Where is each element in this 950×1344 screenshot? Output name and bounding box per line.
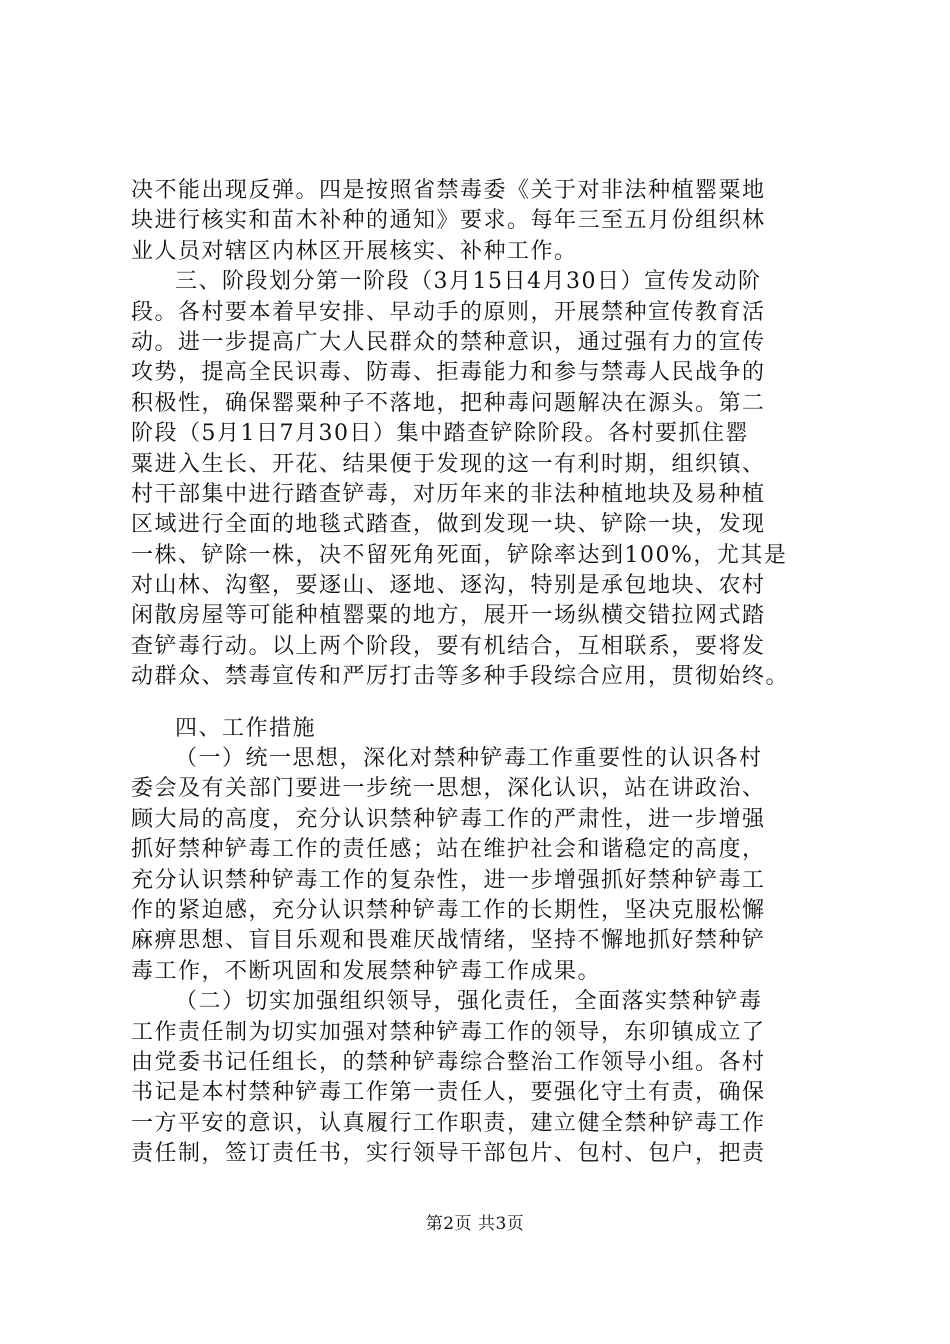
text-line: 一株、铲除一株，决不留死角死面，铲除率达到100%，尤其是: [131, 542, 788, 568]
paragraph-measure1: [131, 744, 851, 987]
text-line: 工作责任制为切实加强对禁种铲毒工作的领导，东卯镇成立了: [131, 1019, 766, 1045]
text-line: 动。进一步提高广大人民群众的禁种意识，通过强有力的宣传: [131, 329, 766, 355]
text-line: 一方平安的意识，认真履行工作职责，建立健全禁种铲毒工作: [131, 1110, 766, 1136]
document-body: [131, 176, 851, 1170]
text-line: 闲散房屋等可能种植罂粟的地方，展开一场纵横交错拉网式踏: [131, 603, 766, 629]
paragraph-section3: [131, 267, 851, 692]
text-line: 由党委书记任组长，的禁种铲毒综合整治工作领导小组。各村: [131, 1049, 766, 1075]
text-line: 顾大局的高度，充分认识禁种铲毒工作的严肃性，进一步增强: [131, 806, 766, 832]
text-line: （二）切实加强组织领导，强化责任，全面落实禁种铲毒: [175, 989, 763, 1015]
text-line: 责任制，签订责任书，实行领导干部包片、包村、包户，把责: [131, 1141, 766, 1167]
text-line: 攻势，提高全民识毒、防毒、拒毒能力和参与禁毒人民战争的: [131, 360, 766, 386]
text-line: 三、阶段划分第一阶段（3月15日4月30日）宣传发动阶: [175, 269, 762, 295]
text-line: 抓好禁种铲毒工作的责任感；站在维护社会和谐稳定的高度，: [131, 837, 766, 863]
page-number-footer: 第2页 共3页: [425, 1214, 525, 1234]
text-line: （一）统一思想，深化对禁种铲毒工作重要性的认识各村: [175, 746, 763, 772]
paragraph-gap: [131, 693, 851, 714]
paragraph-measure2: [131, 987, 851, 1169]
text-line: 对山林、沟壑，要逐山、逐地、逐沟，特别是承包地块、农村: [131, 573, 766, 599]
text-line: 作的紧迫感，充分认识禁种铲毒工作的长期性，坚决克服松懈: [131, 897, 766, 923]
text-line: 阶段（5月1日7月30日）集中踏查铲除阶段。各村要抓住罂: [131, 421, 749, 447]
paragraph-section1: [131, 176, 851, 267]
text-line: 区域进行全面的地毯式踏查，做到发现一块、铲除一块，发现: [131, 512, 766, 538]
text-line: 业人员对辖区内林区开展核实、补种工作。: [131, 238, 578, 264]
text-line: 书记是本村禁种铲毒工作第一责任人，要强化守土有责，确保: [131, 1080, 766, 1106]
text-line: 充分认识禁种铲毒工作的复杂性，进一步增强抓好禁种铲毒工: [131, 867, 766, 893]
text-line: 毒工作，不断巩固和发展禁种铲毒工作成果。: [131, 958, 602, 984]
text-line: 委会及有关部门要进一步统一思想，深化认识，站在讲政治、: [131, 776, 766, 802]
text-line: 决不能出现反弹。四是按照省禁毒委《关于对非法种植罂粟地: [131, 178, 766, 203]
text-line: 积极性，确保罂粟种子不落地，把种毒问题解决在源头。第二: [131, 390, 766, 416]
text-line: 粟进入生长、开花、结果便于发现的这一有利时期，组织镇、: [131, 451, 766, 477]
text-line: 村干部集中进行踏查铲毒，对历年来的非法种植地块及易种植: [131, 481, 766, 507]
text-line: 查铲毒行动。以上两个阶段，要有机结合，互相联系，要将发: [131, 633, 766, 659]
text-line: 块进行核实和苗木补种的通知》要求。每年三至五月份组织林: [131, 208, 766, 234]
section-heading: 四、工作措施: [175, 715, 317, 741]
text-line: 麻痹思想、盲目乐观和畏难厌战情绪，坚持不懈地抓好禁种铲: [131, 928, 766, 954]
text-line: 动群众、禁毒宣传和严厉打击等多种手段综合应用，贯彻始终。: [131, 664, 790, 690]
text-line: 段。各村要本着早安排、早动手的原则，开展禁种宣传教育活: [131, 299, 766, 325]
